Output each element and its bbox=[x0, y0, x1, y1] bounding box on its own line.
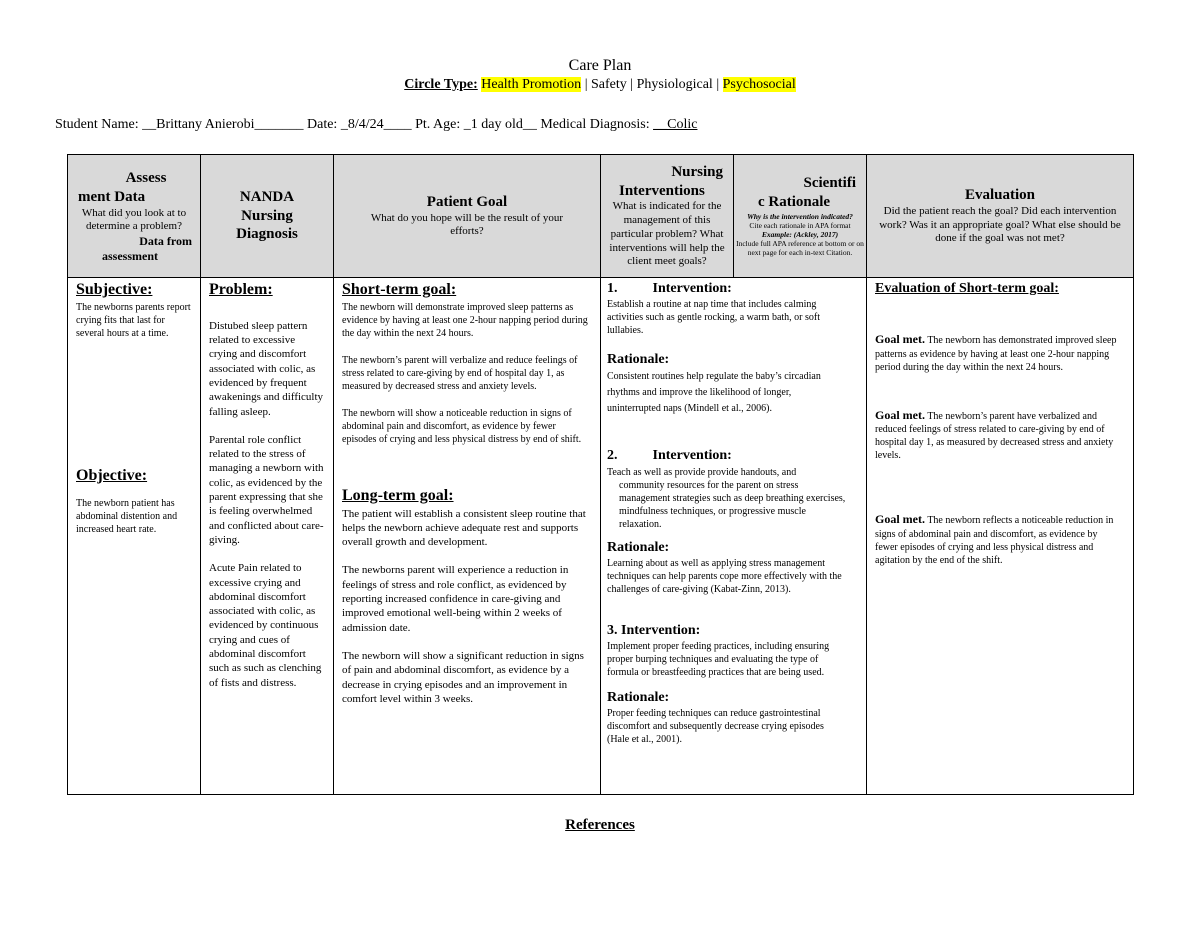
diagnosis-2: Parental role conflict related to the stress of managing a newborn with colic, as evidenced by the parent expressing that she is feeling overwhelmed and conflicted about care-giving. bbox=[209, 433, 324, 546]
intervention-3-num: 3. bbox=[607, 622, 618, 638]
diagnosis-value: __Colic bbox=[653, 117, 698, 132]
circle-option-physiological: Physiological bbox=[636, 77, 713, 92]
page-title: Care Plan bbox=[568, 57, 632, 74]
separator: | bbox=[712, 77, 723, 92]
intervention-2-num: 2. bbox=[607, 448, 618, 464]
objective-label: Objective: bbox=[76, 466, 148, 484]
short-term-goal-2: The newborn’s parent will verbalize and reduce feelings of stress related to care-giving by end of hospital day 1, as measured by decreased stress and anxiety levels. bbox=[342, 354, 578, 392]
intervention-3-label: Intervention: bbox=[621, 622, 701, 638]
header-assessment-title-1: Assess bbox=[125, 170, 167, 187]
header-rationale-title-2: c Rationale bbox=[758, 193, 831, 210]
header-assessment-desc: What did you look at to determine a problem? bbox=[81, 206, 187, 233]
circle-type-line bbox=[0, 77, 1200, 93]
separator: | bbox=[581, 77, 591, 92]
header-evaluation-title: Evaluation bbox=[964, 187, 1036, 203]
goal-cell bbox=[334, 278, 601, 795]
goal-met-label: Goal met. bbox=[875, 332, 925, 347]
evaluation-item-3-text: The newborn reflects a noticeable reduction in signs of abdominal pain and discomfort, as evidence by fewer episodes of crying and less physical distress and agitation by the end of the shift. bbox=[875, 515, 1114, 566]
header-nanda-line3: Diagnosis bbox=[236, 226, 298, 243]
objective-text: The newborn patient has abdominal distention and increased heart rate. bbox=[76, 497, 178, 535]
care-plan-table bbox=[67, 154, 1134, 795]
subjective-label: Subjective: bbox=[76, 281, 153, 298]
interventions-cell bbox=[601, 278, 867, 795]
intervention-2-text: community resources for the parent on stress management strategies such as deep breathing exercises, mindfulness techniques, or progressive muscle relaxation. bbox=[619, 479, 846, 530]
evaluation-item-2 bbox=[875, 408, 1121, 463]
circle-type-label: Circle Type: bbox=[404, 77, 478, 92]
circle-option-psychosocial: Psychosocial bbox=[722, 77, 796, 92]
rationale-1-label: Rationale: bbox=[607, 352, 670, 368]
header-patient-goal bbox=[334, 155, 601, 278]
evaluation-item-1 bbox=[875, 332, 1121, 374]
header-goal-title: Patient Goal bbox=[426, 193, 508, 210]
date-label: Date: bbox=[303, 117, 341, 132]
header-nanda bbox=[201, 155, 334, 278]
intervention-3 bbox=[607, 622, 846, 746]
table-body-row bbox=[68, 278, 1134, 795]
age-value: _1 day old__ bbox=[463, 117, 537, 132]
intervention-1-num: 1. bbox=[607, 281, 618, 296]
evaluation-item-3 bbox=[875, 512, 1121, 567]
header-rationale-title-1: Scientifi bbox=[803, 175, 856, 192]
diagnosis-label: Medical Diagnosis: bbox=[536, 117, 654, 132]
long-term-goal-2: The newborns parent will experience a reduction in feelings of stress and role conflict, as evidenced by reporting increased confidence in care-giving and improved emotional well-being within 2 weeks of admission date. bbox=[342, 564, 569, 634]
nanda-cell bbox=[201, 278, 334, 795]
header-nanda-line2: Nursing bbox=[241, 207, 293, 224]
goal-met-label: Goal met. bbox=[875, 407, 925, 422]
intervention-1-label: Intervention: bbox=[652, 281, 732, 296]
header-assessment-title-2: ment Data bbox=[78, 188, 146, 205]
intervention-2-label: Intervention: bbox=[652, 448, 732, 464]
circle-option-safety: Safety bbox=[591, 77, 627, 92]
rationale-3-label: Rationale: bbox=[607, 689, 670, 705]
header-rationale-desc3: Include full APA reference at bottom or on next page for each in-text Citation. bbox=[736, 239, 864, 258]
circle-option-health-promotion: Health Promotion bbox=[481, 77, 582, 92]
separator: | bbox=[626, 77, 637, 92]
long-term-goal-3: The newborn will show a significant reduction in signs of pain and abdominal discomfort, as evidence by a decrease in crying episodes and an improvement in comfort level within 3 weeks. bbox=[342, 649, 584, 705]
student-name-value: __Brittany Anierobi_______ bbox=[142, 117, 304, 132]
short-term-goal-1: The newborn will demonstrate improved sleep patterns as evidence by having at least one 2-hour napping period during the day within the next 24 hours. bbox=[342, 301, 588, 339]
intervention-1 bbox=[607, 280, 846, 417]
evaluation-item-2-text: The newborn’s parent have verbalized and reduced feelings of stress related to care-giving by end of hospital day 1, as measured by decreased stress and anxiety levels. bbox=[875, 410, 1114, 462]
goal-met-label: Goal met. bbox=[875, 512, 925, 527]
header-evaluation-desc: Did the patient reach the goal? Did each intervention work? Was it an appropriate goal? What else should be done if the goal was not met? bbox=[879, 204, 1121, 245]
header-interventions-title-1: Nursing bbox=[671, 163, 723, 180]
subjective-text: The newborns parents report crying fits that last for several hours at a time. bbox=[76, 301, 191, 339]
long-term-goal-label: Long-term goal: bbox=[342, 486, 454, 504]
student-info-line bbox=[55, 117, 697, 133]
evaluation-item-1-text: The newborn has demonstrated improved sleep patterns as evidence by having at least one 2-hour napping period during the day within the next 24 hours. bbox=[875, 335, 1117, 373]
header-rationale-desc2: Cite each rationale in APA format bbox=[749, 220, 851, 230]
rationale-3-text: Proper feeding techniques can reduce gastrointestinal discomfort and subsequently decrease crying episodes (Hale et al., 2001). bbox=[607, 708, 824, 746]
header-rationale bbox=[734, 155, 867, 278]
long-term-goal-1: The patient will establish a consistent sleep routine that helps the newborn achieve adequate rest and supports overall growth and development. bbox=[342, 507, 586, 549]
rationale-2-label: Rationale: bbox=[607, 539, 670, 555]
intervention-2 bbox=[607, 447, 846, 595]
diagnosis-1: Distubed sleep pattern related to excessive crying and discomfort associated with colic, as evidenced by frequent awakenings and difficulty falling asleep. bbox=[209, 319, 324, 418]
rationale-2-text: Learning about as well as applying stress management techniques can help parents cope more effectively with the challenges of care-giving (Kabat-Zinn, 2013). bbox=[607, 557, 842, 595]
header-interventions-title-2: Interventions bbox=[619, 182, 705, 199]
header-nanda-line1: NANDA bbox=[239, 188, 295, 205]
header-rationale-desc1: Why is the intervention indicated? bbox=[747, 211, 853, 221]
evaluation-label: Evaluation of Short-term goal: bbox=[875, 281, 1059, 296]
intervention-1-text: Establish a routine at nap time that includes calming activities such as gentle rocking, a warm bath, or soft lullabies. bbox=[607, 299, 820, 337]
assessment-cell bbox=[68, 278, 201, 795]
table-header-row bbox=[68, 155, 1134, 278]
header-rationale-example: Example: (Ackley, 2017) bbox=[761, 230, 839, 240]
date-value: _8/4/24____ bbox=[340, 117, 412, 132]
short-term-goal-label: Short-term goal: bbox=[342, 281, 457, 298]
intervention-3-text: Implement proper feeding practices, including ensuring proper burping techniques and evaluating the type of formula or breastfeeding practices that are being used. bbox=[607, 640, 830, 678]
header-assessment-sub2: assessment bbox=[102, 248, 158, 263]
header-interventions bbox=[601, 155, 734, 278]
diagnosis-3: Acute Pain related to excessive crying and abdominal discomfort associated with colic, as evidenced by continuous crying and cues of abdominal discomfort such as such as clenching of fists and distress. bbox=[209, 562, 322, 689]
header-assessment-sub1: Data from bbox=[139, 234, 192, 249]
evaluation-cell bbox=[867, 278, 1134, 795]
student-name-label: Student Name: bbox=[55, 117, 143, 132]
header-assessment bbox=[68, 155, 201, 278]
references-heading: References bbox=[565, 817, 635, 833]
age-label: Pt. Age: bbox=[411, 117, 464, 132]
intervention-2-text-first: Teach as well as provide provide handouts, and bbox=[607, 466, 797, 478]
header-interventions-desc: What is indicated for the management of this particular problem? What interventions will help the client meet goals? bbox=[609, 200, 725, 268]
problem-label: Problem: bbox=[209, 281, 273, 298]
rationale-1-text: Consistent routines help regulate the baby’s circadian rhythms and improve the likelihood of longer, uninterrupted naps (Mindell et al., 2006). bbox=[607, 371, 821, 415]
short-term-goal-3: The newborn will show a noticeable reduction in signs of abdominal pain and discomfort, as evidence by fewer episodes of crying and less physical distress by end of shift. bbox=[342, 407, 582, 445]
header-evaluation bbox=[867, 155, 1134, 278]
header-goal-desc: What do you hope will be the result of your efforts? bbox=[370, 211, 564, 238]
